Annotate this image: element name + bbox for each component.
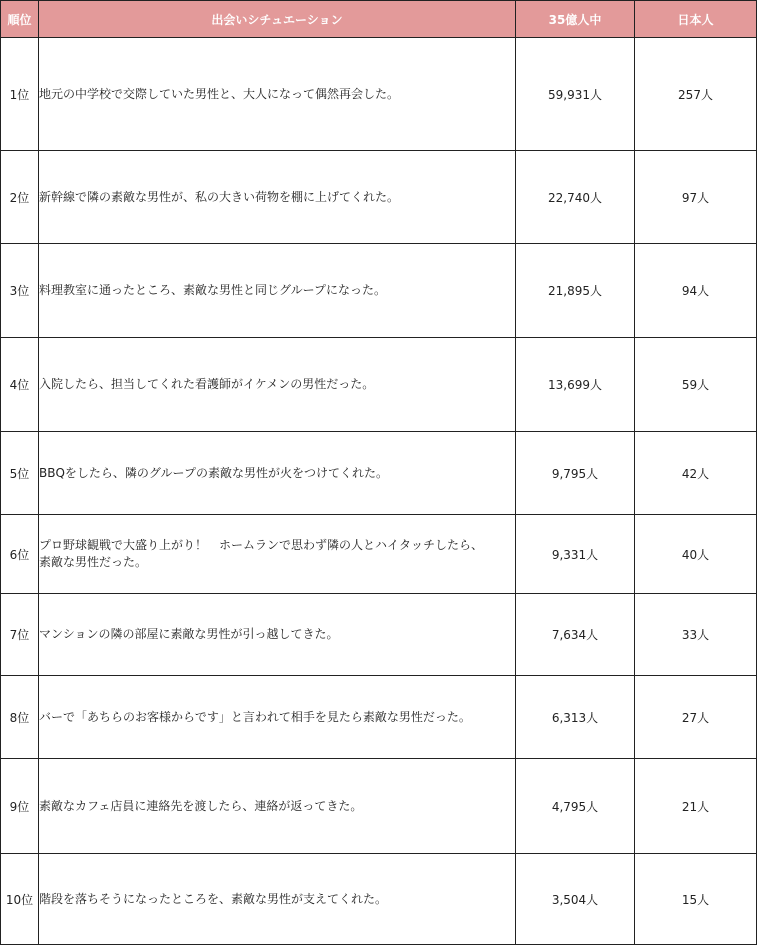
situation-cell: BBQをしたら、隣のグループの素敵な男性が火をつけてくれた。 — [39, 432, 516, 515]
rank-cell: 7位 — [1, 594, 39, 676]
rank-cell: 9位 — [1, 759, 39, 854]
situation-cell: 料理教室に通ったところ、素敵な男性と同じグループになった。 — [39, 244, 516, 338]
situation-cell: 新幹線で隣の素敵な男性が、私の大きい荷物を棚に上げてくれた。 — [39, 151, 516, 244]
japan-header: 日本人 — [635, 1, 757, 38]
table-row — [1, 151, 757, 244]
japan-cell: 42人 — [635, 432, 757, 515]
table-row — [1, 759, 757, 854]
table-row — [1, 38, 757, 151]
rank-cell: 6位 — [1, 515, 39, 594]
rank-cell: 4位 — [1, 338, 39, 432]
count-35-header: 35億人中 — [516, 1, 635, 38]
count-35-cell: 6,313人 — [516, 676, 635, 759]
situation-header: 出会いシチュエーション — [39, 1, 516, 38]
table-row — [1, 244, 757, 338]
count-35-cell: 9,331人 — [516, 515, 635, 594]
situation-cell: マンションの隣の部屋に素敵な男性が引っ越してきた。 — [39, 594, 516, 676]
japan-cell: 59人 — [635, 338, 757, 432]
header-row — [1, 1, 757, 38]
rank-cell: 2位 — [1, 151, 39, 244]
rank-cell: 1位 — [1, 38, 39, 151]
situation-cell: バーで「あちらのお客様からです」と言われて相手を見たら素敵な男性だった。 — [39, 676, 516, 759]
situation-cell: 階段を落ちそうになったところを、素敵な男性が支えてくれた。 — [39, 854, 516, 945]
count-35-cell: 22,740人 — [516, 151, 635, 244]
japan-cell: 97人 — [635, 151, 757, 244]
table-header — [1, 1, 757, 38]
japan-cell: 257人 — [635, 38, 757, 151]
rank-cell: 8位 — [1, 676, 39, 759]
table-row — [1, 338, 757, 432]
rank-cell: 5位 — [1, 432, 39, 515]
count-35-cell: 13,699人 — [516, 338, 635, 432]
table-body — [1, 38, 757, 945]
japan-cell: 33人 — [635, 594, 757, 676]
situation-cell: 入院したら、担当してくれた看護師がイケメンの男性だった。 — [39, 338, 516, 432]
count-35-cell: 59,931人 — [516, 38, 635, 151]
count-35-cell: 21,895人 — [516, 244, 635, 338]
table-row — [1, 432, 757, 515]
rank-cell: 10位 — [1, 854, 39, 945]
japan-cell: 94人 — [635, 244, 757, 338]
rank-header: 順位 — [1, 1, 39, 38]
count-35-cell: 3,504人 — [516, 854, 635, 945]
japan-cell: 27人 — [635, 676, 757, 759]
table-row — [1, 594, 757, 676]
count-35-cell: 4,795人 — [516, 759, 635, 854]
count-35-cell: 9,795人 — [516, 432, 635, 515]
table-row — [1, 515, 757, 594]
table-row — [1, 854, 757, 945]
situation-cell: 地元の中学校で交際していた男性と、大人になって偶然再会した。 — [39, 38, 516, 151]
situation-cell: 素敵なカフェ店員に連絡先を渡したら、連絡が返ってきた。 — [39, 759, 516, 854]
japan-cell: 21人 — [635, 759, 757, 854]
situation-line-2: 素敵な男性だった。 — [39, 555, 148, 569]
japan-cell: 40人 — [635, 515, 757, 594]
situation-line-1: プロ野球観戦で大盛り上がり！ ホームランで思わず隣の人とハイタッチしたら、 — [39, 538, 484, 552]
table-row — [1, 676, 757, 759]
japan-cell: 15人 — [635, 854, 757, 945]
count-35-cell: 7,634人 — [516, 594, 635, 676]
situation-cell — [39, 515, 516, 594]
rank-cell: 3位 — [1, 244, 39, 338]
